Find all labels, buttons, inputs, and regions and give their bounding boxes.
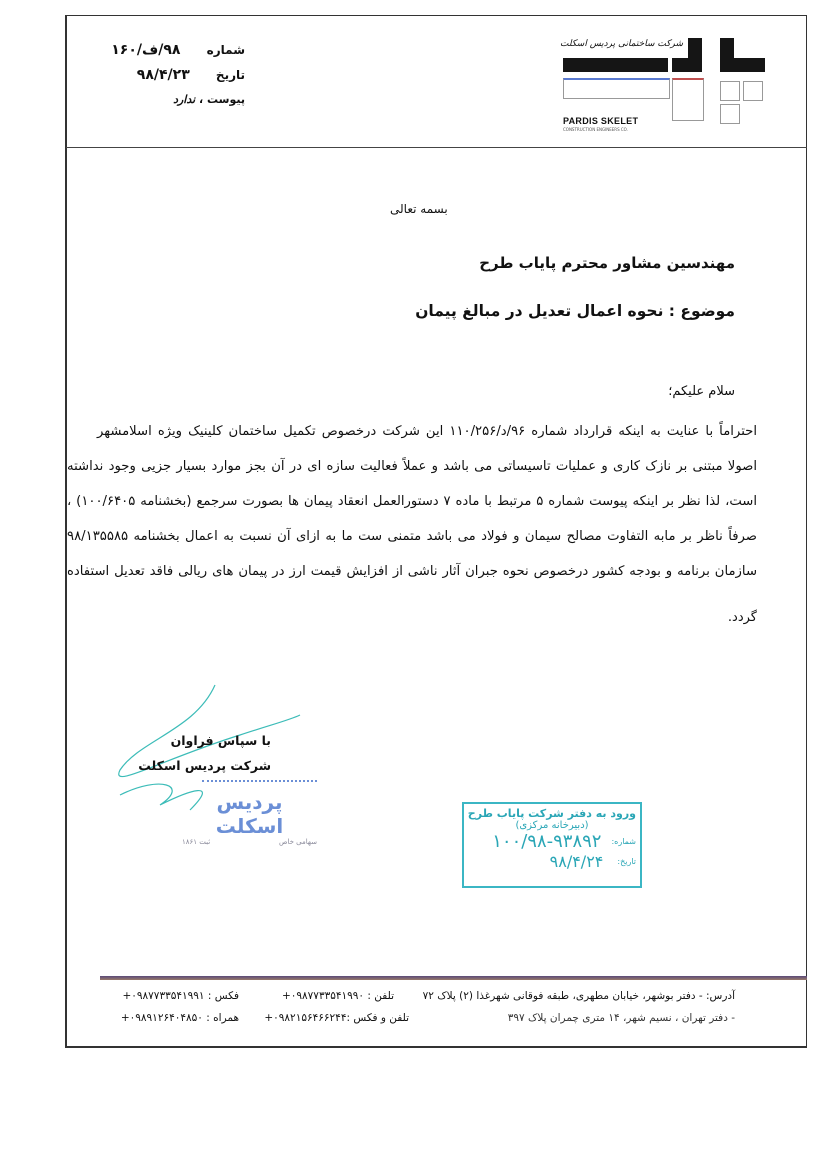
letter-number (111, 42, 245, 58)
addressee: مهندسین مشاور محترم پایاب طرح (479, 254, 735, 272)
letter-attachment: پیوست ، ندارد (173, 93, 245, 106)
body-line: سازمان برنامه و بودجه کشور درخصوص نحوه جبران آثار ناشی از افزایش قیمت ارز در پیمان های ریالی فاقد تعدیل استفاده (67, 564, 757, 579)
seal-type: سهامی خاص (279, 838, 317, 846)
stamp-date-label: تاریخ: (617, 857, 636, 866)
logo-box (672, 78, 704, 121)
stamp-title: ورود به دفتر شرکت پایاب طرح (467, 807, 636, 820)
seal-text: پردیس اسکلت (215, 790, 284, 838)
logo-company-en: PARDIS SKELET (563, 116, 639, 126)
company-logo (560, 38, 800, 133)
stamp-number-label: شماره: (611, 837, 636, 846)
closing: با سپاس فراوان (170, 733, 271, 748)
body-line: احتراماً با عنایت به اینکه قرارداد شماره ۹۶/د/۱۱۰/۲۵۶ این شرکت درخصوص تکمیل ساختمان کلینیک ویژه اسلامشهر (97, 424, 757, 439)
footer-mobile: همراه : ۰۹۸۹۱۲۶۴۰۴۸۵۰+ (120, 1012, 239, 1024)
footer-phone-tehran: تلفن و فکس :۰۹۸۲۱۵۶۴۶۶۲۴۴+ (264, 1012, 409, 1024)
body-line: اصولا مبتنی بر نازک کاری و عملیات تاسیساتی می باشد و عملاً فعالیت سازه ای در آن بجز موارد بسیار جزیی وجود نداشته (67, 459, 757, 474)
footer-divider (100, 976, 807, 980)
logo-tagline: CONSTRUCTION ENGINEERS CO. (563, 127, 628, 132)
logo-box (563, 78, 670, 99)
footer-address-bushehr: آدرس: - دفتر بوشهر، خیابان مطهری، طبقه فوقانی شهرغذا (۲) پلاک ۷۲ (422, 990, 735, 1002)
stamp-number-value: ۱۰۰/۹۸-۹۳۸۹۲ (492, 831, 602, 852)
invocation: بسمه تعالی (390, 202, 448, 216)
footer-phone-bushehr: تلفن : ۰۹۸۷۷۳۳۵۴۱۹۹۰+ (281, 990, 394, 1002)
logo-bar (720, 58, 765, 72)
body-line-last: گردد. (727, 610, 757, 625)
stamp-date-value: ۹۸/۴/۲۴ (549, 852, 604, 871)
company-seal (182, 780, 317, 846)
letter-date (137, 67, 245, 83)
signatory: شرکت پردیس اسکلت (138, 758, 271, 773)
date-label: تاریخ (215, 68, 245, 82)
header-divider (66, 147, 807, 148)
seal-reg: ثبت ۱۸۶۱ (182, 838, 211, 846)
date-value: ۹۸/۴/۲۳ (136, 67, 190, 83)
number-label: شماره (206, 43, 245, 57)
footer-address-tehran: - دفتر تهران ، نسیم شهر، ۱۴ متری چمران پلاک ۳۹۷ (507, 1012, 735, 1024)
logo-box (720, 104, 740, 124)
attachment-value: ندارد (173, 93, 196, 106)
receipt-stamp (462, 802, 642, 888)
logo-company-fa: شرکت ساختمانی پردیس اسکلت (560, 39, 684, 49)
subject: موضوع : نحوه اعمال تعدیل در مبالغ پیمان (415, 302, 735, 320)
body-line: صرفاً ناظر بر مابه التفاوت مصالح سیمان و فولاد می باشد متمنی ست ما به ازای آن نسبت به اعمال بخشنامه ۹۸/۱۳۵۵۸۵ (67, 529, 757, 544)
logo-bar (563, 58, 668, 72)
logo-post (688, 38, 702, 72)
number-value: ۹۸/ف/۱۶۰ (111, 42, 181, 58)
attachment-label: پیوست (207, 93, 245, 106)
logo-box (743, 81, 763, 101)
logo-box (720, 81, 740, 101)
footer-fax-bushehr: فکس : ۰۹۸۷۷۳۳۵۴۱۹۹۱+ (122, 990, 239, 1002)
stamp-subtitle: (دبیرخانه مرکزی) (515, 820, 589, 831)
body-line: است، لذا نظر بر اینکه پیوست شماره ۵ مرتبط با ماده ۷ دستورالعمل انعقاد پیمان ها بصورت سرجمع (بخشنامه ۱۰۰/۶۴۰۵) ، (67, 494, 757, 509)
greeting: سلام علیکم؛ (668, 384, 735, 399)
